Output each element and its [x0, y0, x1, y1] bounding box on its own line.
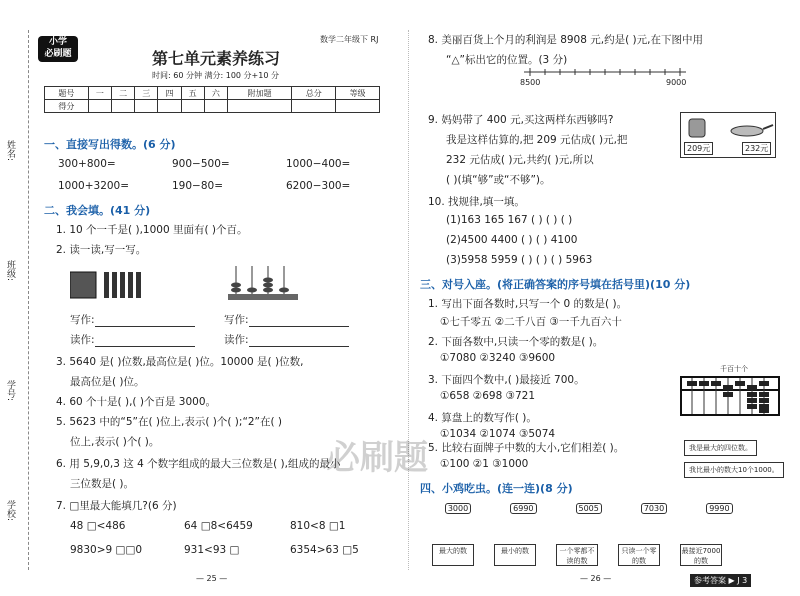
question-8: 8. 美丽百货上个月的利润是 8908 元,约是( )元,在下图中用: [428, 34, 703, 46]
answer-reference[interactable]: 参考答案 ▶ J 3: [690, 574, 751, 587]
question-6-cont: 三位数是( )。: [70, 478, 135, 490]
abacus-illustration: [680, 376, 780, 416]
worm-card[interactable]: 只读一个零的数: [618, 544, 660, 566]
chick[interactable]: 5005: [567, 502, 611, 514]
compare-item: 6354>63 □5: [290, 544, 359, 556]
calc-item: 1000−400=: [286, 158, 351, 170]
mc-options: ①7080 ②3240 ③9600: [440, 352, 556, 364]
time-info: 时间: 60 分钟 满分: 100 分+10 分: [152, 71, 279, 80]
calc-item: 900−500=: [172, 158, 230, 170]
cell: 二: [111, 87, 134, 100]
question-3: 3. 5640 是( )位数,最高位是( )位。10000 是( )位数,: [56, 356, 304, 368]
cell: 六: [204, 87, 227, 100]
worm-card[interactable]: 最接近7000的数: [680, 544, 722, 566]
section-1-title: 一、直接写出得数。(6 分): [44, 138, 176, 151]
mc-options: ①100 ②1 ③1000: [440, 458, 529, 470]
cell[interactable]: [88, 100, 111, 113]
pattern-row: (3)5958 5959 ( ) ( ) ( ) 5963: [446, 254, 593, 266]
score-row: [45, 100, 380, 113]
write-line-2: 写作:: [224, 312, 349, 327]
number-line: [520, 66, 690, 80]
cell[interactable]: [111, 100, 134, 113]
worm-card[interactable]: 一个零都不读的数: [556, 544, 598, 566]
score-table: [44, 86, 380, 113]
cell: 五: [181, 87, 204, 100]
page-title: 第七单元素养练习: [152, 49, 281, 68]
chick[interactable]: 3000: [436, 502, 480, 514]
cell: 等级: [336, 87, 380, 100]
mc-question: 5. 比较右面牌子中数的大小,它们相差( )。: [428, 442, 625, 454]
page-fold: [408, 30, 409, 570]
calc-item: 300+800=: [58, 158, 116, 170]
cell[interactable]: [135, 100, 158, 113]
compare-item: 64 □8<6459: [184, 520, 253, 532]
price-tag-1: 209元: [684, 142, 713, 155]
page-number-left: — 25 —: [196, 574, 228, 583]
base-ten-blocks-illustration: [70, 268, 150, 302]
id-label: 学号:: [5, 380, 15, 402]
abacus-label: 千百十个: [720, 365, 748, 373]
compare-item: 48 □<486: [70, 520, 126, 532]
price-tag-2: 232元: [742, 142, 771, 155]
section-3-title: 三、对号入座。(将正确答案的序号填在括号里)(10 分): [420, 278, 691, 291]
question-9-line3: 232 元估成( )元,共约( )元,所以: [446, 154, 594, 166]
question-3-cont: 最高位是( )位。: [70, 376, 145, 388]
question-5-cont: 位上,表示( )个( )。: [70, 436, 160, 448]
question-4: 4. 60 个十是( ),( )个百是 3000。: [56, 396, 217, 408]
pattern-row: (1)163 165 167 ( ) ( ) ( ): [446, 214, 573, 226]
school-label: 学校:: [5, 500, 15, 522]
read-line-2: 读作:: [224, 332, 349, 347]
cell: 附加题: [227, 87, 291, 100]
cell: 三: [135, 87, 158, 100]
number-sign-1: 我是最大的四位数。: [684, 440, 757, 456]
cell: 得分: [45, 100, 89, 113]
counting-frame-illustration: [228, 262, 298, 302]
mc-options: ①658 ②698 ③721: [440, 390, 536, 402]
brand-logo: 小学 必刷题: [38, 36, 78, 62]
calc-item: 1000+3200=: [58, 180, 130, 192]
cell: 四: [158, 87, 181, 100]
score-header-row: [45, 87, 380, 100]
cell[interactable]: [336, 100, 380, 113]
question-7: 7. □里最大能填几?(6 分): [56, 500, 177, 512]
pattern-row: (2)4500 4400 ( ) ( ) 4100: [446, 234, 578, 246]
question-5: 5. 5623 中的“5”在( )位上,表示( )个( );“2”在( ): [56, 416, 283, 428]
cell[interactable]: [292, 100, 336, 113]
kettle-pan-icon: [681, 113, 775, 143]
worm-card[interactable]: 最大的数: [432, 544, 474, 566]
mc-question: 2. 下面各数中,只读一个零的数是( )。: [428, 336, 604, 348]
mc-question: 4. 算盘上的数写作( )。: [428, 412, 537, 424]
mc-question: 1. 写出下面各数时,只写一个 0 的数是( )。: [428, 298, 628, 310]
mc-options: ①1034 ②1074 ③5074: [440, 428, 556, 440]
chick[interactable]: 6990: [501, 502, 545, 514]
mc-question: 3. 下面四个数中,( )最接近 700。: [428, 374, 585, 386]
calc-item: 6200−300=: [286, 180, 351, 192]
question-1: 1. 10 个一千是( ),1000 里面有( )个百。: [56, 224, 248, 236]
question-9-line4: ( )(填“够”或“不够”)。: [446, 174, 551, 186]
cell[interactable]: [181, 100, 204, 113]
question-8-cont: “△”标出它的位置。(3 分): [446, 54, 568, 66]
cell: 一: [88, 87, 111, 100]
read-line-1: 读作:: [70, 332, 195, 347]
name-label: 姓名:: [5, 140, 15, 162]
grade-meta: 数学二年级下 RJ: [320, 35, 379, 44]
watermark: 必刷题: [326, 438, 428, 478]
class-label: 班级:: [5, 260, 15, 282]
section-2-title: 二、我会填。(41 分): [44, 204, 151, 217]
question-2: 2. 读一读,写一写。: [56, 244, 147, 256]
number-sign-2: 我比最小的数大10个1000。: [684, 462, 784, 478]
question-6: 6. 用 5,9,0,3 这 4 个数字组成的最大三位数是( ),组成的最小: [56, 458, 341, 470]
cell: 题号: [45, 87, 89, 100]
chicks-row: [436, 502, 741, 514]
compare-item: 810<8 □1: [290, 520, 346, 532]
compare-item: 931<93 □: [184, 544, 240, 556]
cell: 总分: [292, 87, 336, 100]
cell[interactable]: [204, 100, 227, 113]
question-10: 10. 找规律,填一填。: [428, 196, 525, 208]
numline-start: 8500: [520, 78, 541, 87]
numline-end: 9000: [666, 78, 687, 87]
question-9: 9. 妈妈带了 400 元,买这两样东西够吗?: [428, 114, 614, 126]
chick[interactable]: 9990: [697, 502, 741, 514]
binding-line: [28, 30, 29, 570]
calc-item: 190−80=: [172, 180, 223, 192]
chick[interactable]: 7030: [632, 502, 676, 514]
mc-options: ①七千零五 ②二千八百 ③一千九百六十: [440, 316, 622, 328]
cell[interactable]: [158, 100, 181, 113]
write-line-1: 写作:: [70, 312, 195, 327]
question-9-line2: 我是这样估算的,把 209 元估成( )元,把: [446, 134, 628, 146]
page-number-right: — 26 —: [580, 574, 612, 583]
compare-item: 9830>9 □□0: [70, 544, 143, 556]
section-4-title: 四、小鸡吃虫。(连一连)(8 分): [420, 482, 573, 495]
worm-card[interactable]: 最小的数: [494, 544, 536, 566]
cell[interactable]: [227, 100, 291, 113]
